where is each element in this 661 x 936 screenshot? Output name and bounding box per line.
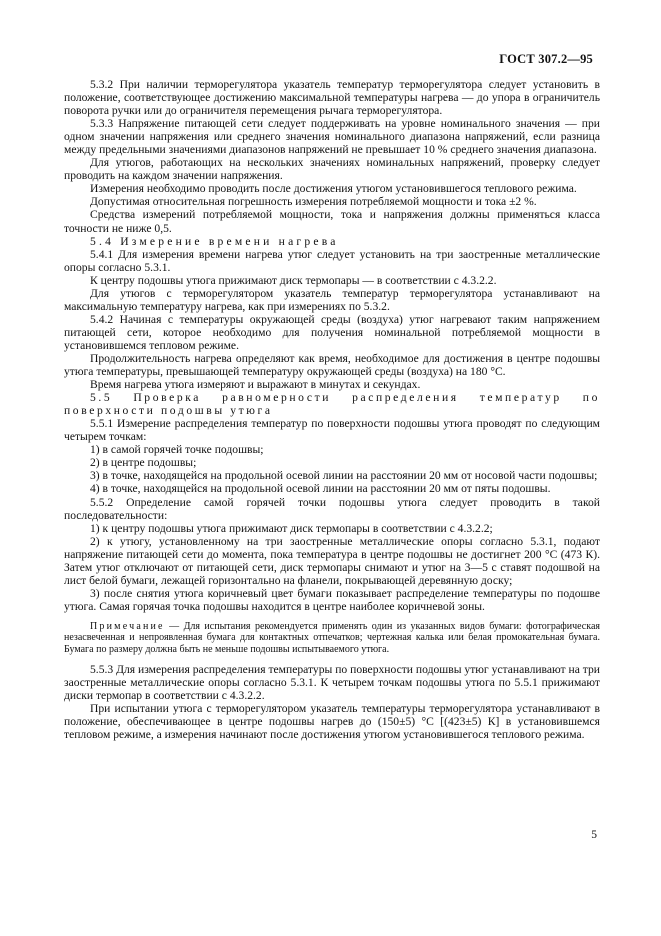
step-2-heat-and-paper: 2) к утюгу, установленному на три заостренные металлические опоры согласно 5.3.1, подают напряжение питающей сети до момента, пока температура в центре подошвы не достигнет 200 °С (473 К). Затем утюг отключают от питающей сети, диск термопары снимают и утюг на 3—5 с ставят подошвой на лист белой бумаги, лежащей горизонтально на фланели, покрывающей деревянную доску; [64, 534, 600, 587]
note-text: — Для испытания рекомендуется применять один из указанных видов бумаги: фотографическая незасвеченная и непроявленная бумага для контактных отпечатков; чертежная калька или белая промокательная бумага. Бумага по размеру должна быть не меньше подошвы испытываемого утюга. [64, 620, 600, 655]
paragraph-heating-duration: Продолжительность нагрева определяют как время, необходимое для достижения в центре подошвы утюга температуры, превышающей температуру окружающей среды (воздуха) на 180 °С. [64, 351, 600, 379]
paragraph-thermostat-max: Для утюгов с терморегулятором указатель температур терморегулятора устанавливают на максимальную температуру нагрева, как при измерениях по 5.3.2. [64, 286, 600, 313]
section-heading-5-4: 5.4 Измерение времени нагрева [90, 234, 339, 248]
paragraph-5-5-2: 5.5.2 Определение самой горячей точки подошвы утюга следует проводить в такой последовательности: [64, 495, 600, 522]
step-1-thermocouple: 1) к центру подошвы утюга прижимают диск термопары в соответствии с 4.3.2.2; [90, 521, 493, 535]
paragraph-multi-voltage: Для утюгов, работающих на нескольких значениях номинальных напряжений, проверку следует проводить на каждом значении напряжения. [64, 156, 600, 183]
document-body [64, 78, 600, 741]
list-item-hottest-point: 1) в самой горячей точке подошвы; [90, 443, 264, 457]
section-heading-5-5: 5.5 Проверка равномерности распределения температур по поверхности подошвы утюга [64, 391, 600, 418]
note-label: Примечание [90, 620, 165, 632]
paragraph-5-3-3: 5.3.3 Напряжение питающей сети следует поддерживать на уровне номинального значения — при одном значении напряжения или среднего значения номинального диапазона напряжений, если разница между предельными значениями диапазонов напряжений не превышает 10 % среднего значения диапазона. [64, 117, 600, 157]
paragraph-heating-time-units: Время нагрева утюга измеряют и выражают в минутах и секундах. [90, 378, 421, 392]
paragraph-accuracy-class: Средства измерений потребляемой мощности, тока и напряжения должны применяться класса точности не ниже 0,5. [64, 208, 600, 235]
paragraph-thermocouple-center: К центру подошвы утюга прижимают диск термопары — в соответствии с 4.3.2.2. [90, 273, 497, 287]
paragraph-tolerance: Допустимая относительная погрешность измерения потребляемой мощности и тока ±2 %. [90, 195, 537, 209]
list-item-toe-point: 3) в точке, находящейся на продольной осевой линии на расстоянии 20 мм от носовой части подошвы; [90, 469, 598, 483]
list-item-heel-point: 4) в точке, находящейся на продольной осевой линии на расстоянии 20 мм от пяты подошвы. [90, 482, 551, 496]
paragraph-5-5-1: 5.5.1 Измерение распределения температур по поверхности подошвы утюга проводят по следующим четырем точкам: [64, 417, 600, 444]
paragraph-5-5-3: 5.5.3 Для измерения распределения температуры по поверхности подошвы утюг устанавливают на три заостренные металлические опоры согласно 5.3.1. К четырем точкам подошвы утюга по 5.5.1 прижимают диски термопар в соответствии с 4.3.2.2. [64, 663, 600, 703]
step-3-read-paper: 3) после снятия утюга коричневый цвет бумаги показывает распределение температуры по подошве утюга. Самая горячая точка подошвы находится в центре наиболее коричневой зоны. [64, 586, 600, 613]
paragraph-measure-after-steady: Измерения необходимо проводить после достижения утюгом установившегося теплового режима. [90, 182, 577, 196]
paragraph-thermostat-150: При испытании утюга с терморегулятором указатель температуры терморегулятора устанавливают в положение, обеспечивающее в центре подошвы нагрев до (150±5) °С [(423±5) К] в установившемся тепловом режиме, а измерения начинают после достижения утюгом установившегося теплового режима. [64, 702, 600, 742]
page-number: 5 [591, 829, 597, 841]
list-item-center: 2) в центре подошвы; [90, 456, 197, 470]
paragraph-5-4-1: 5.4.1 Для измерения времени нагрева утюг следует установить на три заостренные металлические опоры согласно 5.3.1. [64, 247, 600, 274]
note-paragraph [64, 621, 600, 655]
paragraph-5-4-2: 5.4.2 Начиная с температуры окружающей среды (воздуха) утюг нагревают таким напряжением питающей сети, которое необходимо для получения номинальной потребляемой мощности в установившемся тепловом режиме. [64, 312, 600, 352]
paragraph-5-3-2: 5.3.2 При наличии терморегулятора указатель температур терморегулятора следует установить в положение, соответствующее достижению максимальной температуры нагрева — до упора в ограничитель поворота ручки или до ограничителя перемещения рычага терморегулятора. [64, 78, 600, 118]
document-code-header: ГОСТ 307.2—95 [499, 52, 593, 66]
